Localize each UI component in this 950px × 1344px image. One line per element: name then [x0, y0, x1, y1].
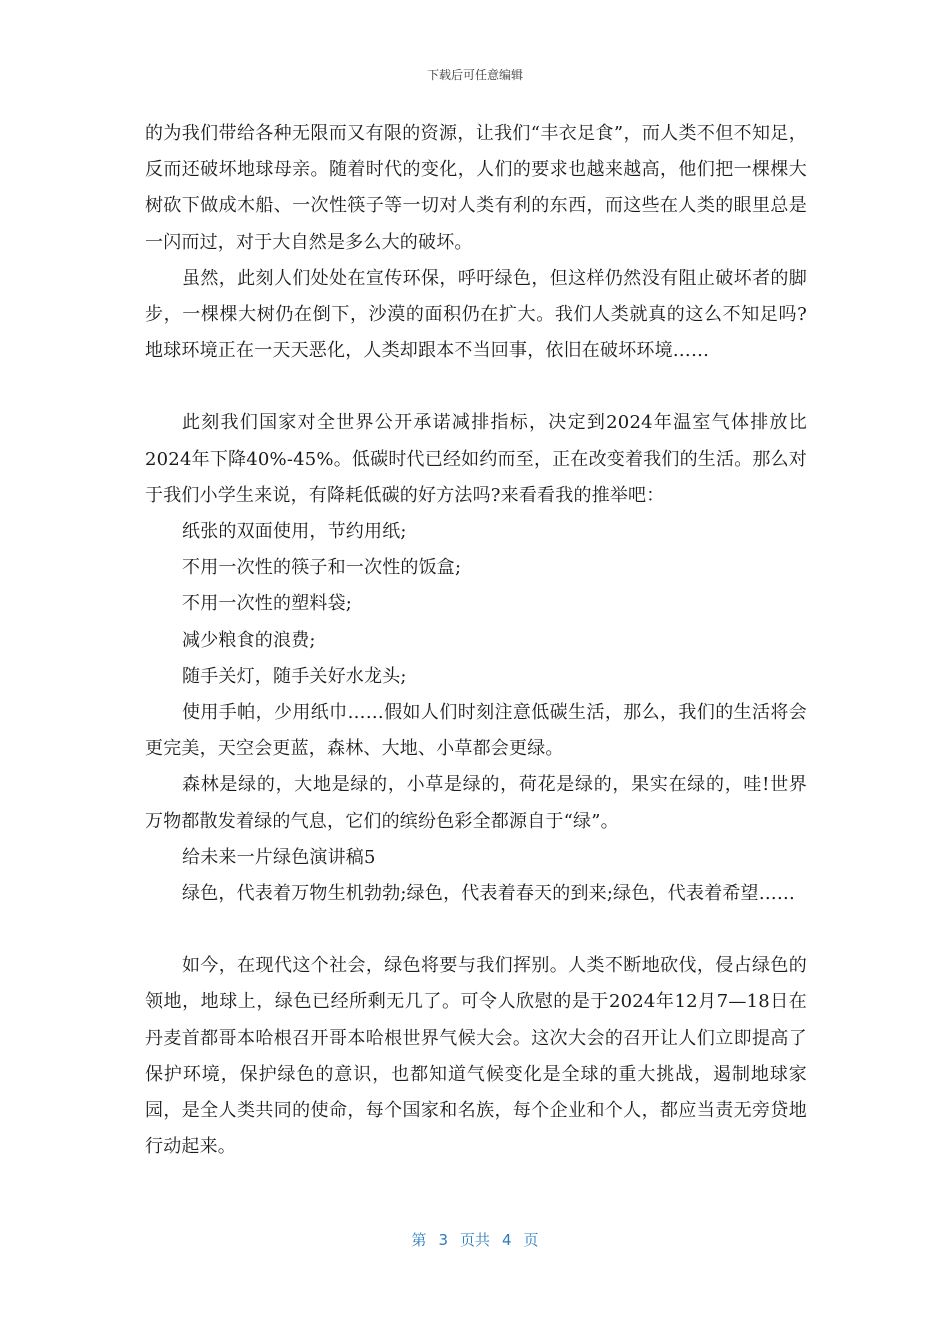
list-item-2: 不用一次性的筷子和一次性的饭盒; — [182, 557, 462, 579]
footer-prefix: 第 — [411, 1231, 427, 1249]
list-item-4: 减少粮食的浪费; — [182, 629, 316, 651]
paragraph-6: 绿色，代表着万物生机勃勃;绿色，代表着春天的到来;绿色，代表着希望…… — [182, 883, 796, 905]
page-footer — [0, 1229, 950, 1250]
footer-middle: 页共 — [459, 1231, 490, 1249]
paragraph-4: 使用手帕，少用纸巾……假如人们时刻注意低碳生活，那么，我们的生活将会更完美，天空会更蓝，森林、大地、小草都会更绿。 — [145, 702, 807, 760]
section-title: 给未来一片绿色演讲稿5 — [182, 846, 376, 868]
footer-suffix: 页 — [523, 1231, 539, 1249]
paragraph-5: 森林是绿的，大地是绿的，小草是绿的，荷花是绿的，果实在绿的，哇!世界万物都散发着绿的气息，它们的缤纷色彩全都源自于“绿”。 — [145, 774, 807, 832]
paragraph-1: 的为我们带给各种无限而又有限的资源，让我们“丰衣足食”，而人类不但不知足，反而还破坏地球母亲。随着时代的变化，人们的要求也越来越高，他们把一棵棵大树砍下做成木船、一次性筷子等一切对人类有利的东西，而这些在人类的眼里总是一闪而过，对于大自然是多么大的破坏。 — [145, 123, 807, 253]
footer-current-page: 3 — [438, 1231, 448, 1249]
list-item-1: 纸张的双面使用，节约用纸; — [182, 521, 407, 543]
list-item-5: 随手关灯，随手关好水龙头; — [182, 665, 407, 687]
list-item-3: 不用一次性的塑料袋; — [182, 593, 353, 615]
document-body — [145, 116, 807, 1165]
paragraph-7: 如今，在现代这个社会，绿色将要与我们挥别。人类不断地砍伐，侵占绿色的领地，地球上，绿色已经所剩无几了。可令人欣慰的是于2024年12月7—18日在丹麦首都哥本哈根召开哥本哈根世界气候大会。这次大会的召开让人们立即提高了保护环境，保护绿色的意识，也都知道气候变化是全球的重大挑战，遏制地球家园，是全人类共同的使命，每个国家和名族，每个企业和个人，都应当责无旁贷地行动起来。 — [145, 955, 807, 1158]
paragraph-3: 此刻我们国家对全世界公开承诺减排指标，决定到2024年温室气体排放比2024年下降40%-45%。低碳时代已经如约而至，正在改变着我们的生活。那么对于我们小学生来说，有降耗低碳的好方法吗?来看看我的推举吧： — [145, 412, 807, 506]
paragraph-2: 虽然，此刻人们处处在宣传环保，呼吁绿色，但这样仍然没有阻止破坏者的脚步，一棵棵大树仍在倒下，沙漠的面积仍在扩大。我们人类就真的这么不知足吗?地球环境正在一天天恶化，人类却跟本不当回事，依旧在破坏环境…… — [145, 267, 807, 362]
footer-total-pages: 4 — [502, 1231, 512, 1249]
page-header: 下载后可任意编辑 — [426, 68, 523, 82]
